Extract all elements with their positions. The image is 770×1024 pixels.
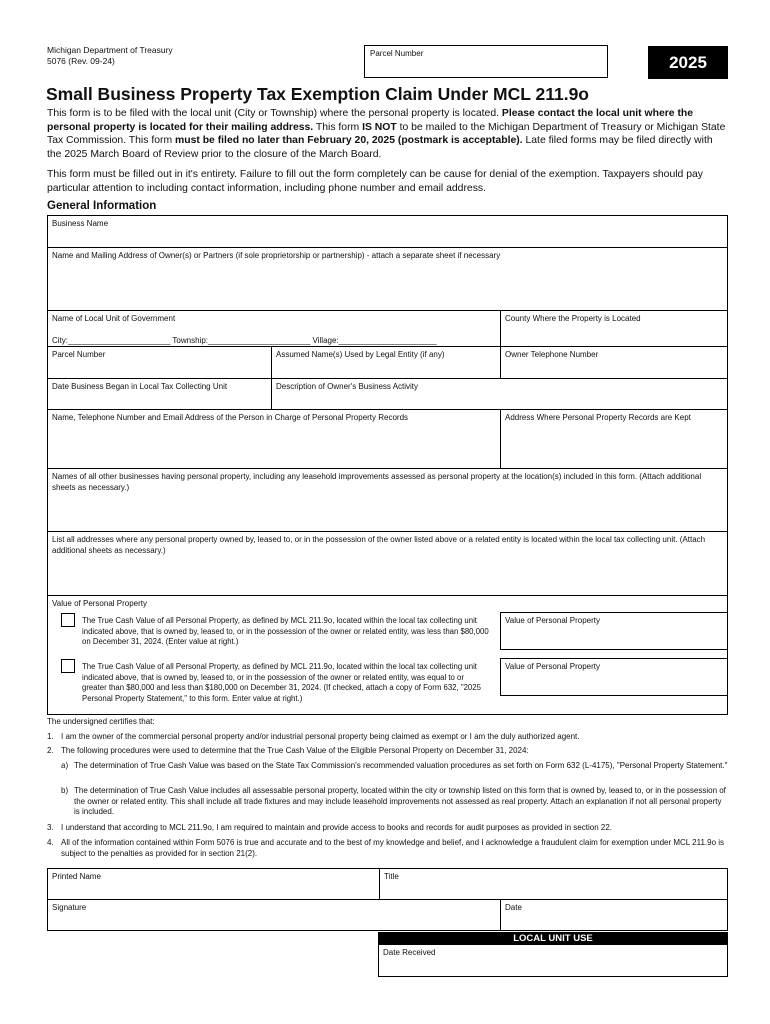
certification-item — [47, 732, 729, 743]
item-number: 4. — [47, 838, 54, 847]
local-unit-label: Name of Local Unit of Government — [52, 314, 176, 323]
date-received-field[interactable] — [378, 944, 728, 977]
records-address-label: Address Where Personal Property Records are Kept — [505, 413, 691, 422]
intro-text: Late filed forms may be filed directly with the 2025 March Board of Review prior to the closure of the March Board. — [47, 135, 713, 160]
intro-text: This form — [313, 121, 363, 133]
date-received-label: Date Received — [383, 948, 436, 957]
printed-name-field[interactable] — [47, 868, 380, 900]
records-person-label: Name, Telephone Number and Email Address of the Person in Charge of Personal Property Records — [52, 413, 409, 422]
agency-name: Michigan Department of Treasury — [47, 45, 173, 55]
certification-intro: The undersigned certifies that: — [47, 717, 155, 726]
80000-to-180000-text: The True Cash Value of all Personal Property, as defined by MCL 211.9o, located within the local tax collecting unit indicated above, that is owned by, leased to, or in the possession of the owner or related entity, was equal to or greater than $80,000 and less than $180,000 on December 31, 2024. (If checked, attach a copy of Form 632, "2025 Personal Property Statement," to this form. Enter value at right.) — [82, 662, 481, 704]
item-text: The following procedures were used to determine that the True Cash Value of the Eligible Personal Property on December 31, 2024: — [61, 746, 529, 755]
form-year: 2025 — [669, 52, 707, 72]
all-addresses-label: List all addresses where any personal property owned by, leased to, or in the possession of the owner listed above or a related entity is located within the local tax collecting unit. (Attach additional sheets as necessary.) — [52, 535, 706, 555]
assumed-names-field[interactable] — [271, 346, 501, 379]
records-address-field[interactable] — [500, 409, 728, 469]
form-title: Small Business Property Tax Exemption Claim Under MCL 211.9o — [46, 84, 589, 104]
intro-text: to be mailed to the Michigan Department of Treasury or Michigan State Tax Commission. This form — [47, 121, 726, 146]
item-text: The determination of True Cash Value was based on the State Tax Commission's recommended valuation procedures as set forth on Form 632 (L-4175), "Personal Property Statement." — [74, 761, 728, 770]
item-text: The determination of True Cash Value includes all assessable personal property, located within the city or township listed on this form that is owned by, leased to, or in the possession of the owner or related entity. This shall include all trade fixtures and may include leasehold improvements not assessed as real property. Attach an explanation if not all personal property is included. — [74, 786, 726, 816]
item-number: 2. — [47, 746, 54, 755]
value-field-1-label: Value of Personal Property — [505, 616, 601, 625]
business-activity-label: Description of Owner's Business Activity — [276, 382, 419, 391]
intro-text: This form is to be filed with the local unit (City or Township) where the personal property is located. — [47, 108, 502, 119]
value-field-1[interactable] — [500, 612, 728, 650]
date-label: Date — [505, 903, 522, 912]
intro-bold-contact: Please contact the local unit where the personal property is located for their mailing address. — [47, 108, 694, 133]
title-field[interactable] — [379, 868, 728, 900]
form-year-badge — [648, 46, 728, 79]
certification-subitem — [47, 786, 729, 818]
assumed-names-label: Assumed Name(s) Used by Legal Entity (if any) — [276, 350, 445, 359]
date-business-began-label: Date Business Began in Local Tax Collecting Unit — [52, 382, 228, 391]
intro-paragraph-2: This form must be filled out in it's entirety. Failure to fill out the form completely can be cause for denial of the exemption. Taxpayers should pay particular attention to including contact information, including phone number and email address. — [47, 169, 703, 194]
local-unit-use-heading: LOCAL UNIT USE — [378, 932, 728, 945]
item-text: All of the information contained within Form 5076 is true and accurate and to the best of my knowledge and belief, and I acknowledge a fraudulent claim for exemption under MCL 211.9o is subject to the penalties as provided for in section 21(2). — [61, 838, 725, 858]
owner-address-label: Name and Mailing Address of Owner(s) or Partners (if sole proprietorship or partnership) - attach a separate sheet if necessary — [52, 251, 501, 260]
item-text: I understand that according to MCL 211.9o, I am required to maintain and provide access to books and records for audit purposes as provided in section 22. — [61, 823, 612, 832]
owner-address-field[interactable] — [47, 247, 728, 311]
signature-field[interactable] — [47, 899, 501, 931]
item-text: I am the owner of the commercial personal property and/or industrial personal property being claimed as exempt or I am the duly authorized agent. — [61, 732, 580, 741]
form-number: 5076 (Rev. 09-24) — [47, 56, 115, 66]
header-parcel-number-label: Parcel Number — [370, 49, 424, 58]
other-businesses-field[interactable] — [47, 468, 728, 532]
item-number: 1. — [47, 732, 54, 741]
item-number: a) — [61, 761, 69, 770]
intro-paragraph-1 — [47, 107, 729, 161]
value-field-2-label: Value of Personal Property — [505, 662, 601, 671]
form-agency-block — [47, 45, 173, 67]
certification-item — [47, 746, 729, 757]
local-unit-field[interactable] — [47, 310, 501, 347]
title-label: Title — [384, 872, 399, 881]
certification-item — [47, 838, 729, 859]
all-addresses-field[interactable] — [47, 531, 728, 596]
county-field[interactable] — [500, 310, 728, 347]
header-parcel-number-field[interactable] — [364, 45, 608, 78]
printed-name-label: Printed Name — [52, 872, 101, 881]
general-information-heading: General Information — [47, 200, 157, 212]
under-80000-checkbox[interactable] — [61, 613, 75, 627]
owner-phone-label: Owner Telephone Number — [505, 350, 599, 359]
owner-phone-field[interactable] — [500, 346, 728, 379]
value-field-2[interactable] — [500, 658, 728, 696]
business-name-label: Business Name — [52, 219, 109, 228]
business-activity-field[interactable] — [271, 378, 728, 410]
certification-subitem — [47, 761, 729, 772]
business-name-field[interactable] — [47, 215, 728, 248]
city-township-village-line: City:_______________________ Township:_______________________ Village:______________________ — [52, 335, 437, 345]
under-80000-text: The True Cash Value of all Personal Property, as defined by MCL 211.9o, located within the local tax collecting unit indicated above, that is owned by, leased to, or in the possession of the owner or related entity, was less than $80,000 on December 31, 2024. (Enter value at right.) — [82, 616, 489, 647]
signature-label: Signature — [52, 903, 87, 912]
date-field[interactable] — [500, 899, 728, 931]
80000-to-180000-checkbox[interactable] — [61, 659, 75, 673]
parcel-number-field[interactable] — [47, 346, 272, 379]
records-person-field[interactable] — [47, 409, 501, 469]
other-businesses-label: Names of all other businesses having personal property, including any leasehold improvements assessed as personal property at the location(s) included in this form. (Attach additional sheets as necessary.) — [52, 472, 702, 492]
certification-item — [47, 823, 729, 834]
item-number: b) — [61, 786, 69, 795]
date-business-began-field[interactable] — [47, 378, 272, 410]
item-number: 3. — [47, 823, 54, 832]
intro-bold-is-not: IS NOT — [362, 121, 397, 133]
county-label: County Where the Property is Located — [505, 314, 641, 323]
intro-bold-deadline: must be filed no later than February 20, 2025 (postmark is acceptable). — [174, 135, 523, 146]
value-section-label: Value of Personal Property — [52, 599, 148, 608]
parcel-number-label: Parcel Number — [52, 350, 106, 359]
